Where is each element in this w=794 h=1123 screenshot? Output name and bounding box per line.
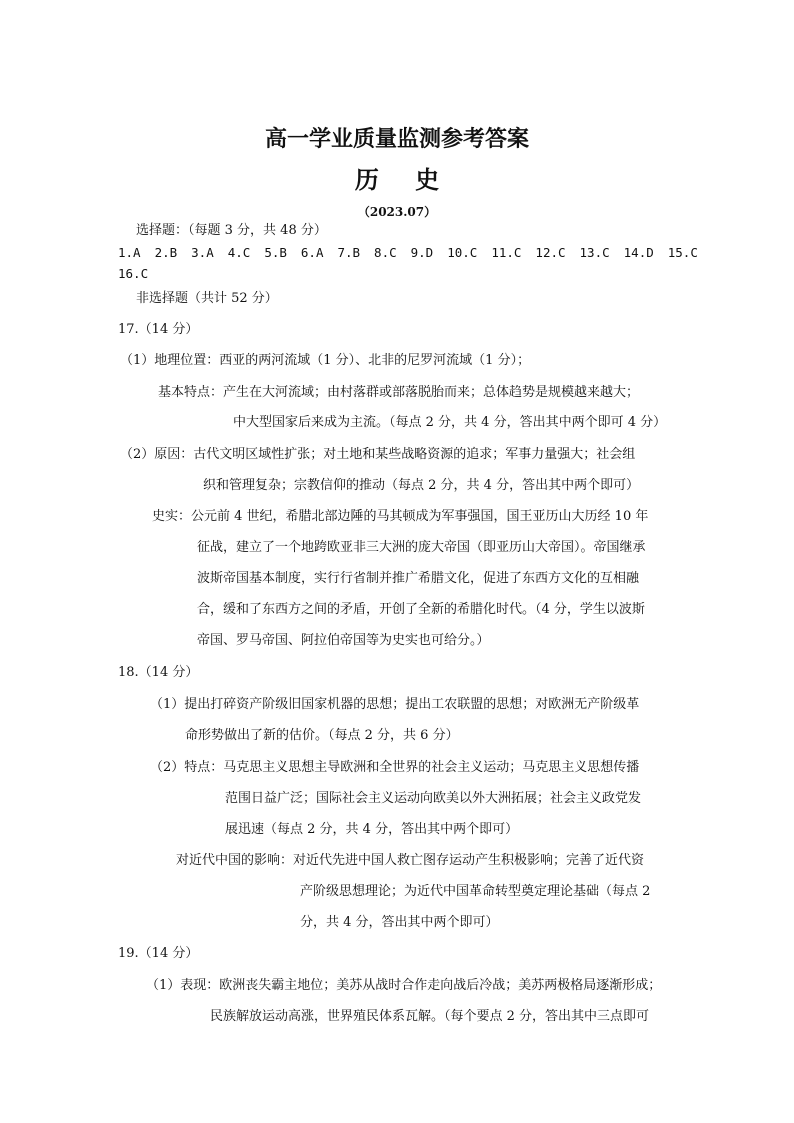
q18-part2-line: （2）特点：马克思主义思想主导欧洲和全世界的社会主义运动；马克思主义思想传播 bbox=[150, 760, 640, 775]
answer-item: 16.C bbox=[118, 266, 149, 281]
q18-part2-line: 展迅速（每点 2 分，共 4 分，答出其中两个即可） bbox=[225, 822, 519, 837]
answer-item: 1.A bbox=[118, 245, 141, 260]
q17-heading: 17.（14 分） bbox=[118, 322, 199, 337]
q17-part2-line: 合，缓和了东西方之间的矛盾，开创了全新的希腊化时代。（4 分，学生以波斯 bbox=[197, 602, 645, 617]
answer-item: 7.B bbox=[337, 245, 361, 260]
answer-item: 3.A bbox=[191, 245, 214, 260]
answer-item: 6.A bbox=[300, 245, 324, 260]
q17-part1-line: 基本特点：产生在大河流域；由村落群或部落脱胎而来；总体趋势是规模越来越大； bbox=[158, 385, 640, 400]
answer-item: 9.D bbox=[410, 245, 434, 260]
q19-part1-line: （1）表现：欧洲丧失霸主地位；美苏从战时合作走向战后冷战；美苏两极格局逐渐形成； bbox=[146, 978, 662, 993]
q18-part2-line: 分，共 4 分，答出其中两个即可） bbox=[300, 915, 499, 930]
answer-item: 11.C bbox=[491, 245, 522, 260]
exam-date: （2023.07） bbox=[357, 205, 437, 219]
q17-part1-line: 中大型国家后来成为主流。（每点 2 分，共 4 分，答出其中两个即可 4 分） bbox=[233, 415, 667, 430]
q17-part1-line: （1）地理位置：西亚的两河流域（1 分）、北非的尼罗河流域（1 分）； bbox=[120, 353, 531, 368]
answer-item: 5.B bbox=[264, 245, 287, 260]
q19-heading: 19.（14 分） bbox=[118, 946, 199, 961]
non-choice-heading: 非选择题（共计 52 分） bbox=[136, 291, 278, 306]
answer-item: 15.C bbox=[667, 245, 698, 260]
choice-heading: 选择题：（每题 3 分，共 48 分） bbox=[136, 223, 327, 238]
q17-part2-line: 帝国、罗马帝国、阿拉伯帝国等为史实也可给分。） bbox=[197, 633, 490, 648]
answer-item: 10.C bbox=[447, 245, 478, 260]
q18-part1-line: （1）提出打碎资产阶级旧国家机器的思想；提出工农联盟的思想；对欧洲无产阶级革 bbox=[150, 697, 640, 712]
q17-part2-line: 织和管理复杂；宗教信仰的推动（每点 2 分，共 4 分，答出其中两个即可） bbox=[203, 478, 640, 493]
q17-part2-line: 征战，建立了一个地跨欧亚非三大洲的庞大帝国（即亚历山大帝国）。帝国继承 bbox=[197, 540, 646, 555]
choice-answers-line-1 bbox=[118, 245, 698, 261]
answer-item: 14.D bbox=[623, 245, 654, 260]
q18-part2-line: 范围日益广泛；国际社会主义运动向欧美以外大洲拓展；社会主义政党发 bbox=[225, 791, 642, 806]
answer-item: 12.C bbox=[535, 245, 566, 260]
answer-item: 4.C bbox=[227, 245, 251, 260]
q17-part2-line: （2）原因：古代文明区域性扩张；对土地和某些战略资源的追求；军事力量强大；社会组 bbox=[120, 447, 636, 462]
q17-part2-line: 波斯帝国基本制度，实行行省制并推广希腊文化，促进了东西方文化的互相融 bbox=[197, 571, 640, 586]
subject-title: 历 史 bbox=[354, 166, 454, 194]
q18-part2-line: 对近代中国的影响：对近代先进中国人救亡图存运动产生积极影响；完善了近代资 bbox=[176, 853, 645, 868]
answer-item: 13.C bbox=[579, 245, 610, 260]
q19-part1-line: 民族解放运动高涨，世界殖民体系瓦解。（每个要点 2 分，答出其中三点即可 bbox=[210, 1009, 650, 1024]
q17-part2-line: 史实：公元前 4 世纪，希腊北部边陲的马其顿成为军事强国，国王亚历山大历经 10 年 bbox=[152, 509, 649, 524]
q18-heading: 18.（14 分） bbox=[118, 665, 199, 680]
q18-part2-line: 产阶级思想理论；为近代中国革命转型奠定理论基础（每点 2 bbox=[300, 884, 651, 899]
page-title: 高一学业质量监测参考答案 bbox=[264, 127, 529, 152]
q18-part1-line: 命形势做出了新的估价。（每点 2 分，共 6 分） bbox=[185, 728, 459, 743]
answer-item: 2.B bbox=[154, 245, 178, 260]
answer-item: 8.C bbox=[374, 245, 397, 260]
choice-answers-line-2 bbox=[118, 266, 148, 282]
